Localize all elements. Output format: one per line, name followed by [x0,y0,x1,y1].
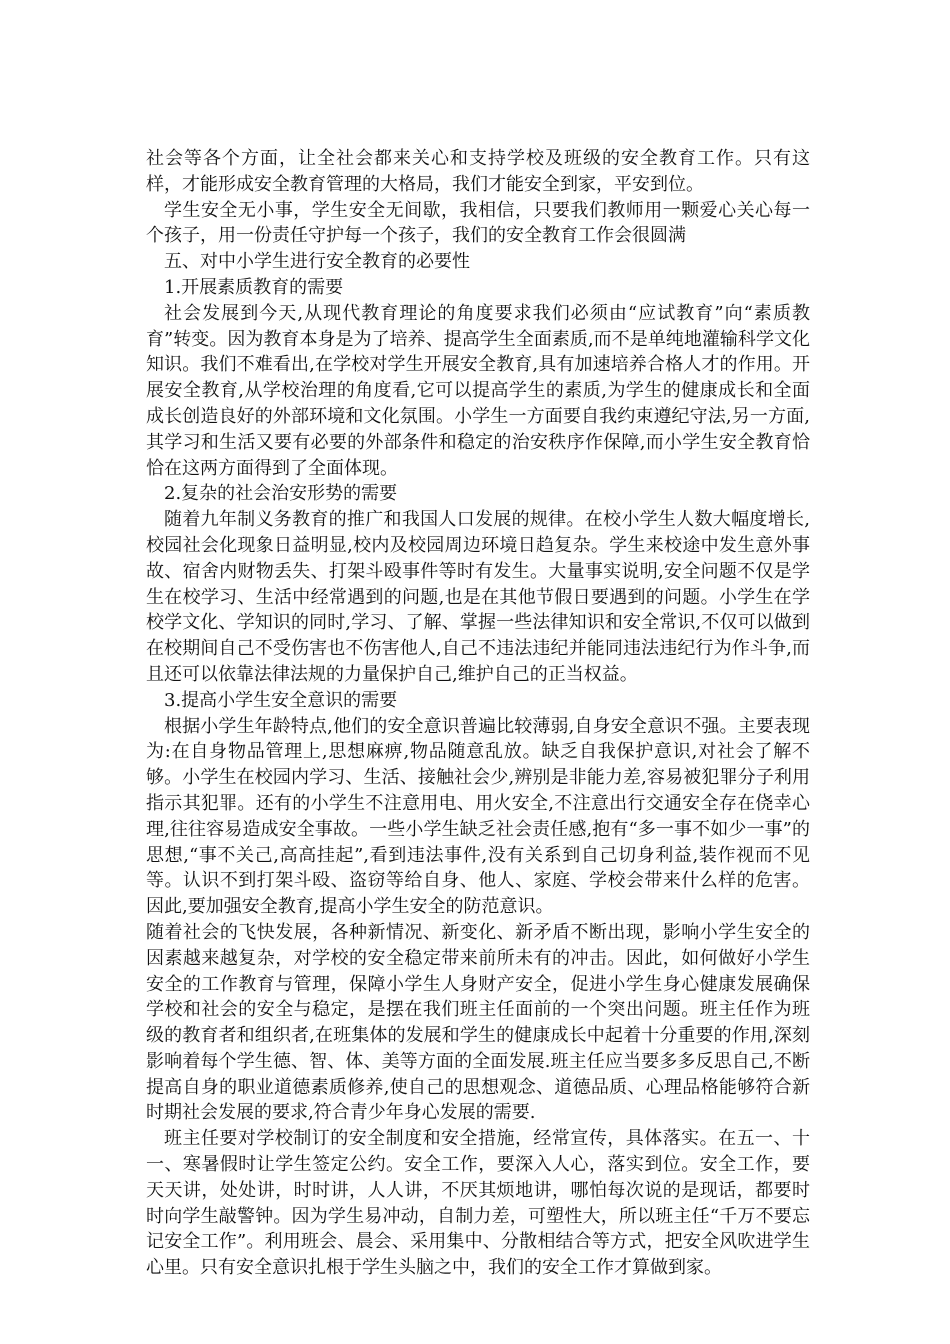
section-heading-five: 五、对中小学生进行安全教育的必要性 [164,251,470,273]
paragraph-social-security: 随着九年制义务教育的推广和我国人口发展的规律。在校小学生人数大幅度增长,校园社会化现象日益明显,校内及校园周边环境日趋复杂。学生来校途中发生意外事故、宿舍内财物丢失、打架斗殴事件等时有发生。大量事实说明,安全问题不仅是学生在校学习、生活中经常遇到的问题,也是在其他节假日要遇到的问题。小学生在学校学文化、学知识的同时,学习、了解、掌握一些法律知识和安全常识,不仅可以做到在校期间自己不受伤害也不伤害他人,自己不违法违纪并能同违法违纪行为作斗争,而且还可以依靠法律法规的力量保护自己,维护自己的正当权益。 [146,509,810,685]
paragraph-safety-no-small-matter: 学生安全无小事，学生安全无间歇，我相信，只要我们教师用一颗爱心关心每一个孩子，用一份责任守护每一个孩子，我们的安全教育工作会很圆满 [146,199,810,247]
paragraph-head-teacher-role: 随着社会的飞快发展，各种新情况、新变化、新矛盾不断出现，影响小学生安全的因素越来越复杂，对学校的安全稳定带来前所未有的冲击。因此，如何做好小学生安全的工作教育与管理，保障小学生人身财产安全，促进小学生身心健康发展确保学校和社会的安全与稳定，是摆在我们班主任面前的一个突出问题。班主任作为班级的教育者和组织者,在班集体的发展和学生的健康成长中起着十分重要的作用,深刻影响着每个学生德、智、体、美等方面的全面发展.班主任应当要多多反思自己,不断提高自身的职业道德素质修养,使自己的思想观念、道德品质、心理品格能够符合新时期社会发展的要求,符合青少年身心发展的需要. [146,921,810,1124]
subheading-social-security: 2.复杂的社会治安形势的需要 [164,483,398,505]
paragraph-quality-education: 社会发展到今天,从现代教育理论的角度要求我们必须由“应试教育”向“素质教育”转变。因为教育本身是为了培养、提高学生全面素质,而不是单纯地灌输科学文化知识。我们不难看出,在学校对学生开展安全教育,具有加速培养合格人才的作用。开展安全教育,从学校治理的角度看,它可以提高学生的素质,为学生的健康成长和全面成长创造良好的外部环境和文化氛围。小学生一方面要自我约束遵纪守法,另一方面,其学习和生活又要有必要的外部条件和稳定的治安秩序作保障,而小学生安全教育恰恰在这两方面得到了全面体现。 [146,302,810,479]
subheading-safety-awareness: 3.提高小学生安全意识的需要 [164,689,398,711]
document-page [146,146,810,1281]
paragraph-head-teacher-duties: 班主任要对学校制订的安全制度和安全措施，经常宣传，具体落实。在五一、十一、寒暑假时让学生签定公约。安全工作，要深入人心，落实到位。安全工作，要天天讲，处处讲，时时讲，人人讲，不厌其烦地讲，哪怕每次说的是现话，都要时时向学生敲警钟。因为学生易冲动，自制力差，可塑性大，所以班主任“千万不要忘记安全工作”。利用班会、晨会、采用集中、分散相结合等方式，把安全风吹进学生心里。只有安全意识扎根于学生头脑之中，我们的安全工作才算做到家。 [146,1128,810,1279]
paragraph-intro-continuation: 社会等各个方面，让全社会都来关心和支持学校及班级的安全教育工作。只有这样，才能形成安全教育管理的大格局，我们才能安全到家，平安到位。 [146,148,810,195]
paragraph-safety-awareness: 根据小学生年龄特点,他们的安全意识普遍比较薄弱,自身安全意识不强。主要表现为:在自身物品管理上,思想麻痹,物品随意乱放。缺乏自我保护意识,对社会了解不够。小学生在校园内学习、生活、接触社会少,辨别是非能力差,容易被犯罪分子利用指示其犯罪。还有的小学生不注意用电、用火安全,不注意出行交通安全存在侥幸心理,往往容易造成安全事故。一些小学生缺乏社会责任感,抱有“多一事不如少一事”的思想,“事不关己,高高挂起”,看到违法事件,没有关系到自己切身利益,装作视而不见等。认识不到打架斗殴、盗窃等给自身、他人、家庭、学校会带来什么样的危害。因此,要加强安全教育,提高小学生安全的防范意识。 [146,715,810,918]
subheading-quality-education: 1.开展素质教育的需要 [164,276,344,298]
